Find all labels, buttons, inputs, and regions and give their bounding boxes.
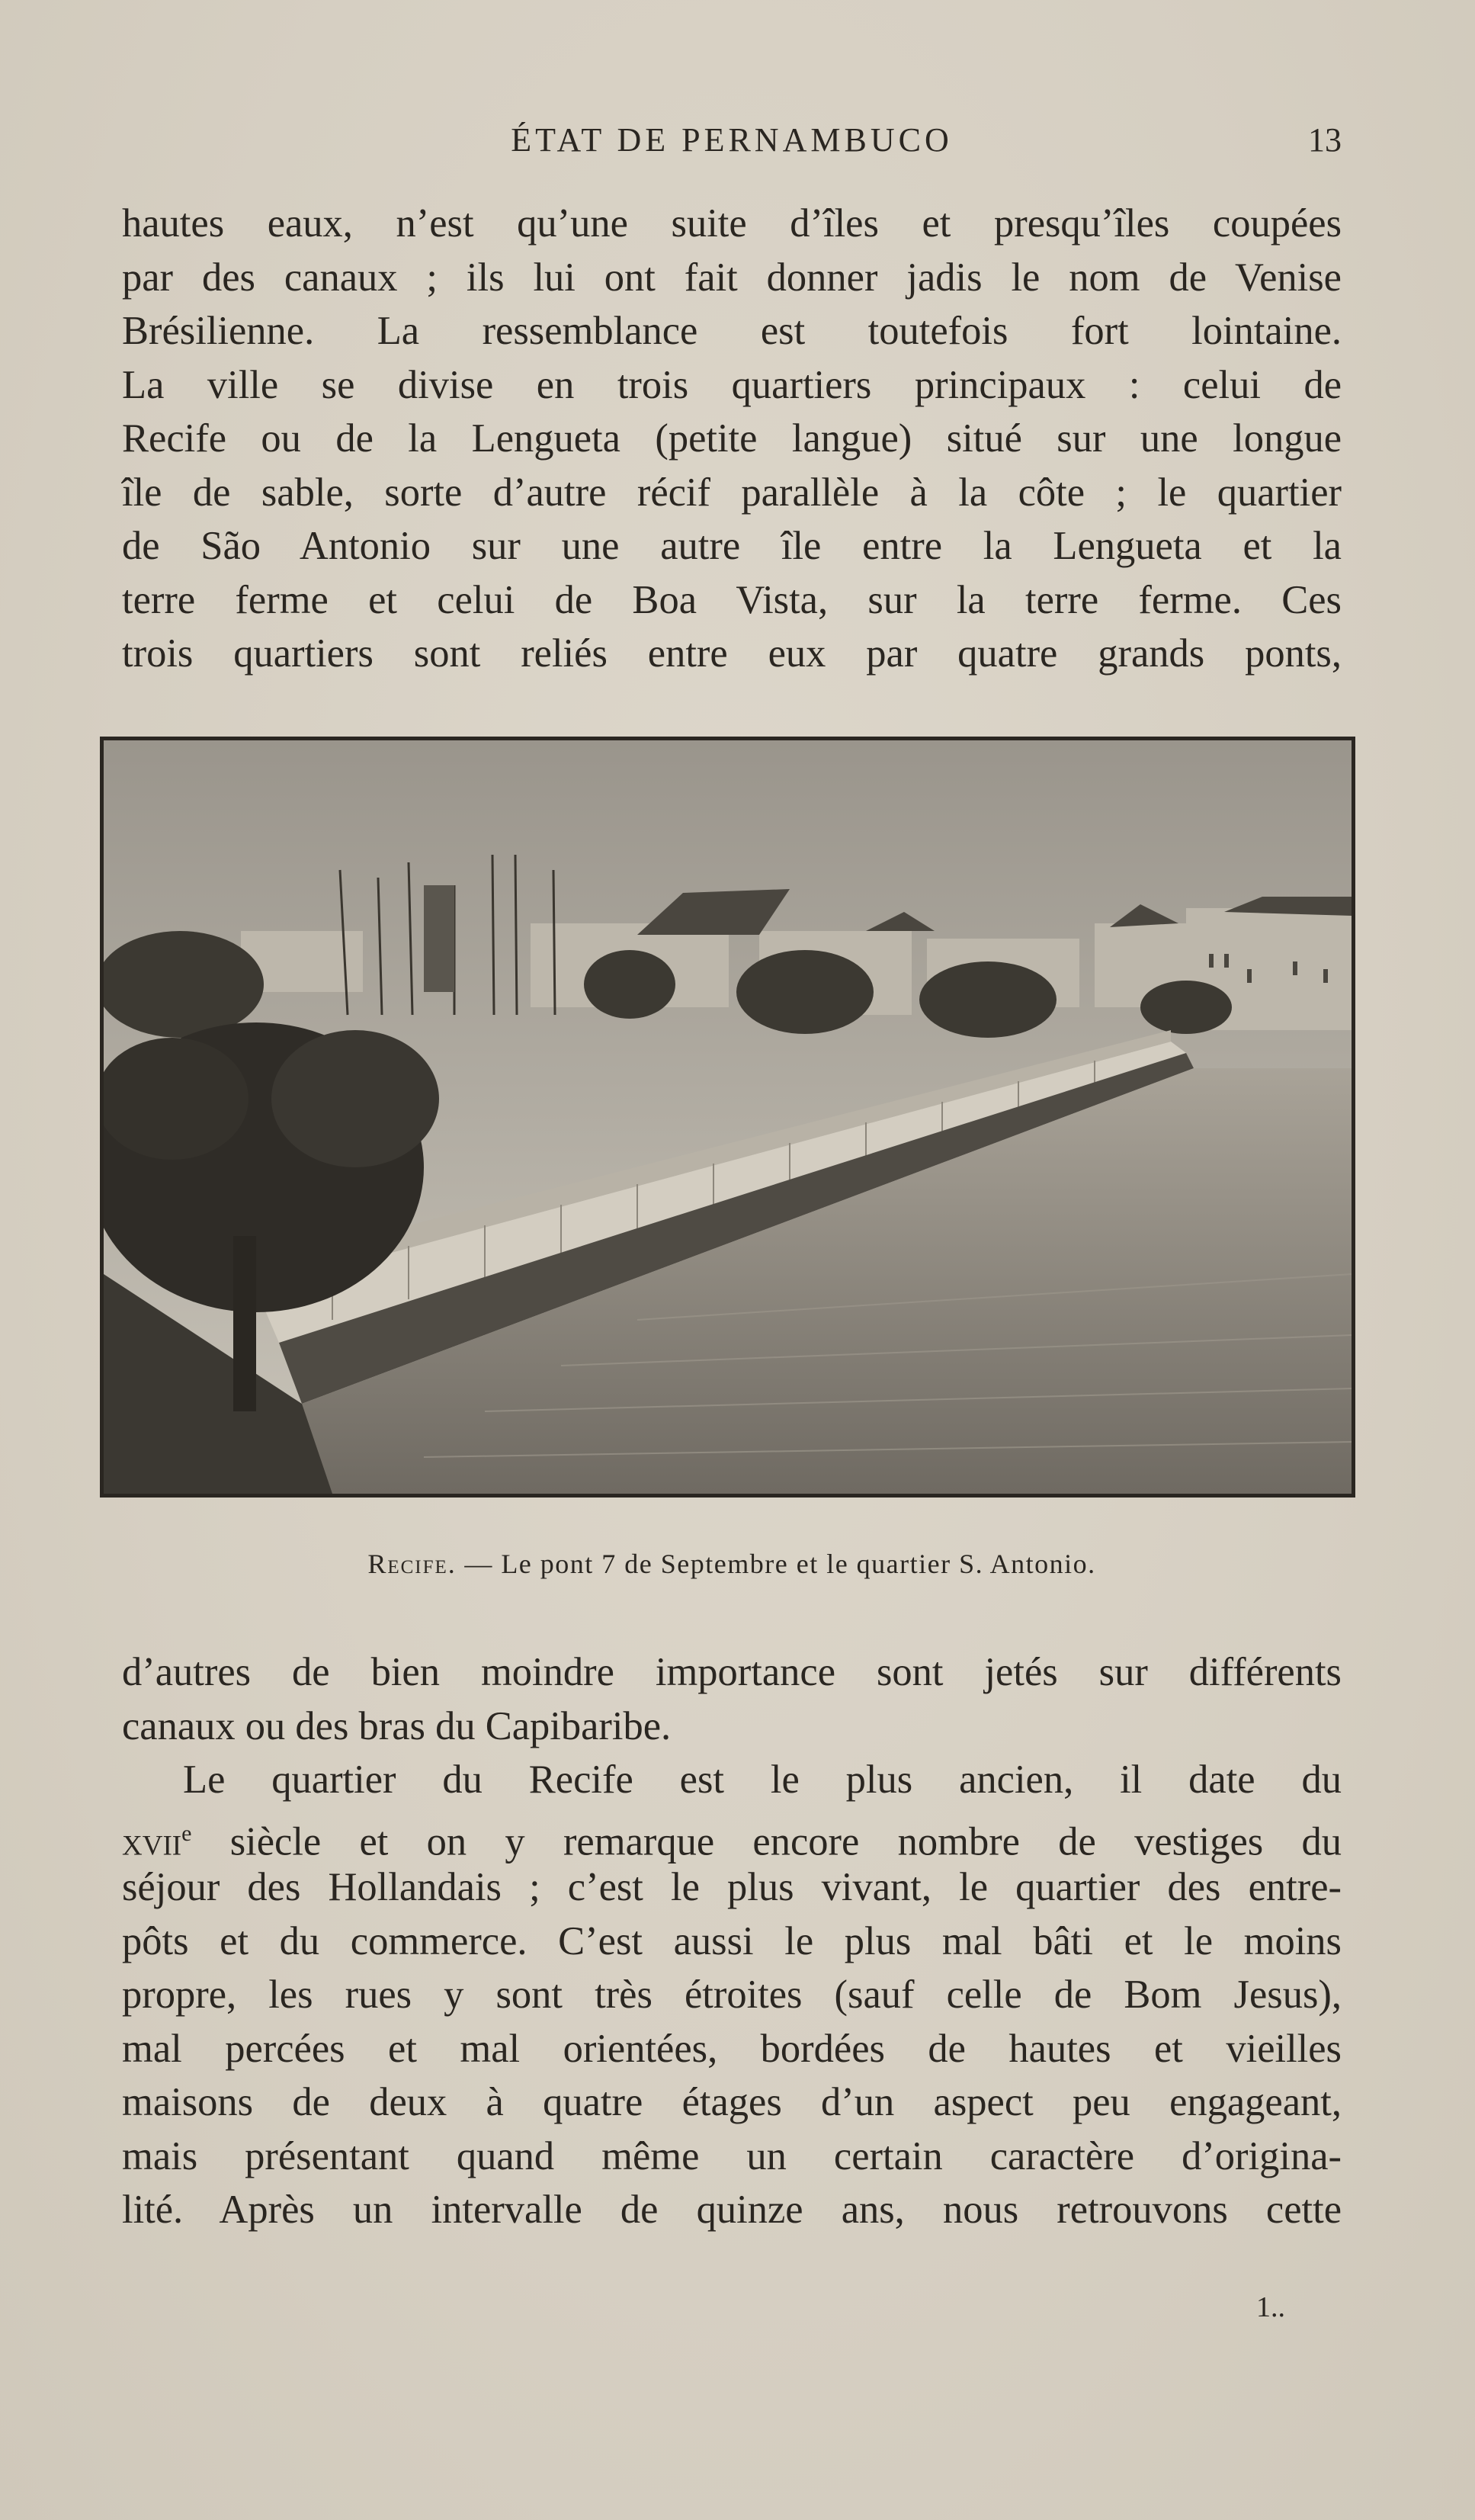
running-title: ÉTAT DE PERNAMBUCO — [511, 121, 953, 159]
bottom-text — [122, 1645, 1342, 2237]
text-line: La ville se divise en trois quartiers principaux : celui de — [122, 362, 1342, 407]
text-line: mais présentant quand même un certain caractère d’origina- — [122, 2133, 1342, 2178]
text-line: hautes eaux, n’est qu’une suite d’îles et presqu’îles coupées — [122, 201, 1342, 246]
text-line: séjour des Hollandais ; c’est le plus vivant, le quartier des entre- — [122, 1865, 1342, 1909]
bridge-photo-illustration — [104, 740, 1352, 1494]
text-line: mal percées et mal orientées, bordées de hautes et vieilles — [122, 2026, 1342, 2071]
text-line: par des canaux ; ils lui ont fait donner jadis le nom de Venise — [122, 255, 1342, 300]
line-rest: siècle et on y remarque encore nombre de vestiges du — [191, 1819, 1342, 1864]
century-superscript: e — [181, 1820, 192, 1846]
century-numeral: xvii — [122, 1819, 182, 1864]
text-line: propre, les rues y sont très étroites (sauf celle de Bom Jesus), — [122, 1973, 1342, 2017]
text-line: de São Antonio sur une autre île entre la Lengueta et la — [122, 524, 1342, 568]
text-line: maisons de deux à quatre étages d’un aspect peu engageant, — [122, 2080, 1342, 2124]
text-line: île de sable, sorte d’autre récif parallèle à la côte ; le quartier — [122, 470, 1342, 515]
text-line: canaux ou des bras du Capibaribe. — [122, 1703, 672, 1748]
text-line: trois quartiers sont reliés entre eux par quatre grands ponts, — [122, 631, 1342, 676]
text-line: d’autres de bien moindre importance sont jetés sur différents — [122, 1650, 1342, 1694]
text-line: pôts et du commerce. C’est aussi le plus mal bâti et le moins — [122, 1918, 1342, 1963]
text-line: lité. Après un intervalle de quinze ans, nous retrouvons cette — [122, 2188, 1342, 2232]
text-line: Brésilienne. La ressemblance est toutefois fort lointaine. — [122, 309, 1342, 353]
text-line: Le quartier du Recife est le plus ancien, il date du — [183, 1758, 1342, 1802]
figure-caption — [122, 1548, 1342, 1580]
running-header — [122, 120, 1342, 166]
text-line: Recife ou de la Lengueta (petite langue) situé sur une longue — [122, 416, 1342, 461]
signature-mark: 1.. — [1256, 2291, 1285, 2323]
top-paragraph — [122, 197, 1342, 681]
text-line — [122, 1807, 1342, 1864]
caption-place: Recife. — [367, 1549, 457, 1579]
caption-text: — Le pont 7 de Septembre et le quartier S. Antonio. — [464, 1549, 1096, 1579]
page-number: 13 — [1308, 121, 1342, 159]
text-line: terre ferme et celui de Boa Vista, sur la terre ferme. Ces — [122, 577, 1342, 622]
bridge-photograph — [100, 737, 1355, 1498]
